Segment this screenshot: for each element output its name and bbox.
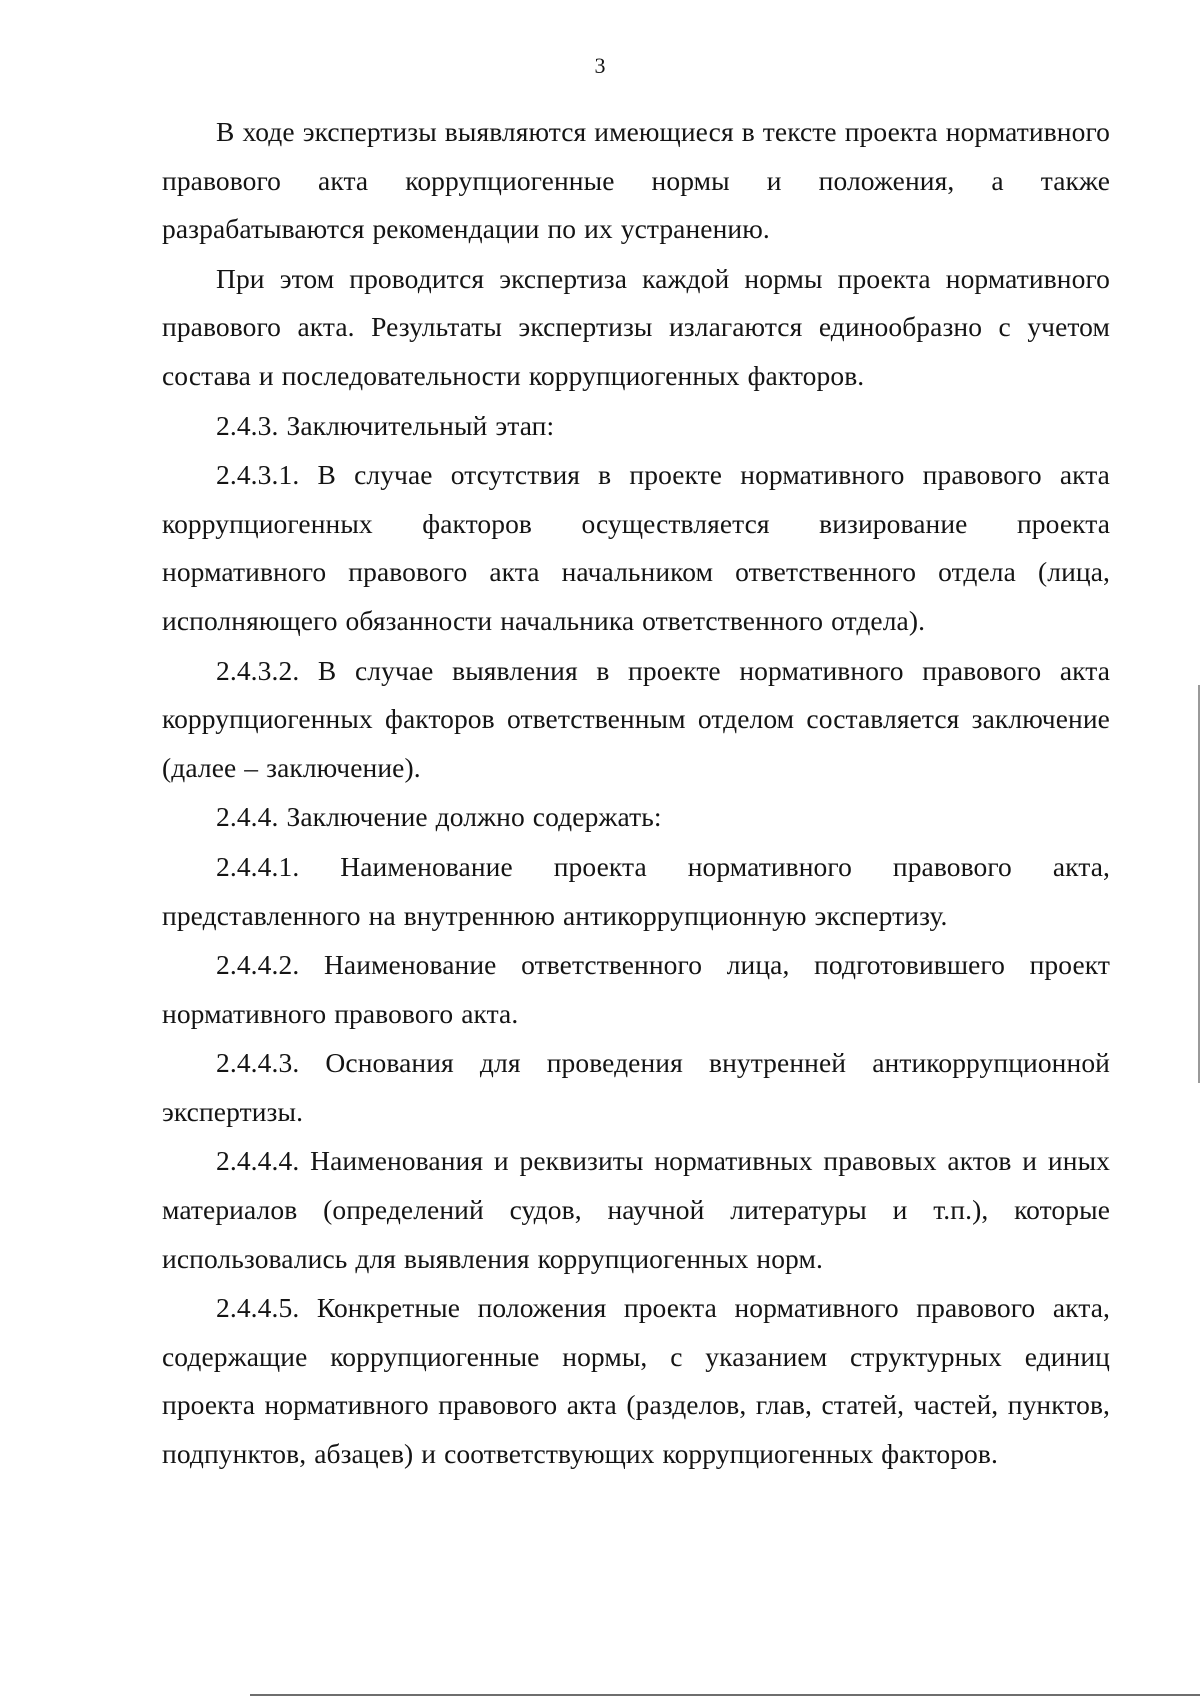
page-number: 3 [594, 53, 606, 78]
scan-edge-line-bottom [250, 1694, 1200, 1696]
document-body [162, 108, 1110, 1480]
paragraph-expertise-method: При этом проводится экспертиза каждой нормы проекта нормативного правового акта. Результаты экспертизы излагаются единообразно с учетом состава и последовательности коррупциогенных факторов. [162, 262, 1110, 391]
paragraph-2-4-4-2: 2.4.4.2. Наименование ответственного лица, подготовившего проект нормативного правового акта. [162, 949, 1110, 1029]
section-heading-2-4-3: 2.4.3. Заключительный этап: [216, 409, 555, 441]
paragraph-2-4-4-1: 2.4.4.1. Наименование проекта нормативного правового акта, представленного на внутреннюю антикоррупционную экспертизу. [162, 850, 1110, 931]
paragraph-2-4-4-5: 2.4.4.5. Конкретные положения проекта нормативного правового акта, содержащие коррупциогенные нормы, с указанием структурных единиц проекта нормативного правового акта (разделов, глав, статей, частей, пунктов, подпунктов, абзацев) и соответствующих коррупциогенных факторов. [162, 1292, 1110, 1470]
paragraph-2-4-4-3: 2.4.4.3. Основания для проведения внутренней антикоррупционной экспертизы. [162, 1047, 1110, 1127]
paragraph-2-4-3-2: 2.4.3.2. В случае выявления в проекте нормативного правового акта коррупциогенных факторов ответственным отделом составляется заключение (далее – заключение). [162, 654, 1110, 783]
paragraph-expertise-findings: В ходе экспертизы выявляются имеющиеся в тексте проекта нормативного правового акта коррупциогенные нормы и положения, а также разрабатываются рекомендации по их устранению. [162, 116, 1110, 245]
paragraph-2-4-3-1: 2.4.3.1. В случае отсутствия в проекте нормативного правового акта коррупциогенных факторов осуществляется визирование проекта нормативного правового акта начальником ответственного отдела (лица, исполняющего обязанности начальника ответственного отдела). [162, 459, 1110, 636]
section-heading-2-4-4: 2.4.4. Заключение должно содержать: [216, 801, 662, 833]
paragraph-2-4-4-4: 2.4.4.4. Наименования и реквизиты нормативных правовых актов и иных материалов (определений судов, научной литературы и т.п.), которые использовались для выявления коррупциогенных норм. [162, 1145, 1110, 1274]
